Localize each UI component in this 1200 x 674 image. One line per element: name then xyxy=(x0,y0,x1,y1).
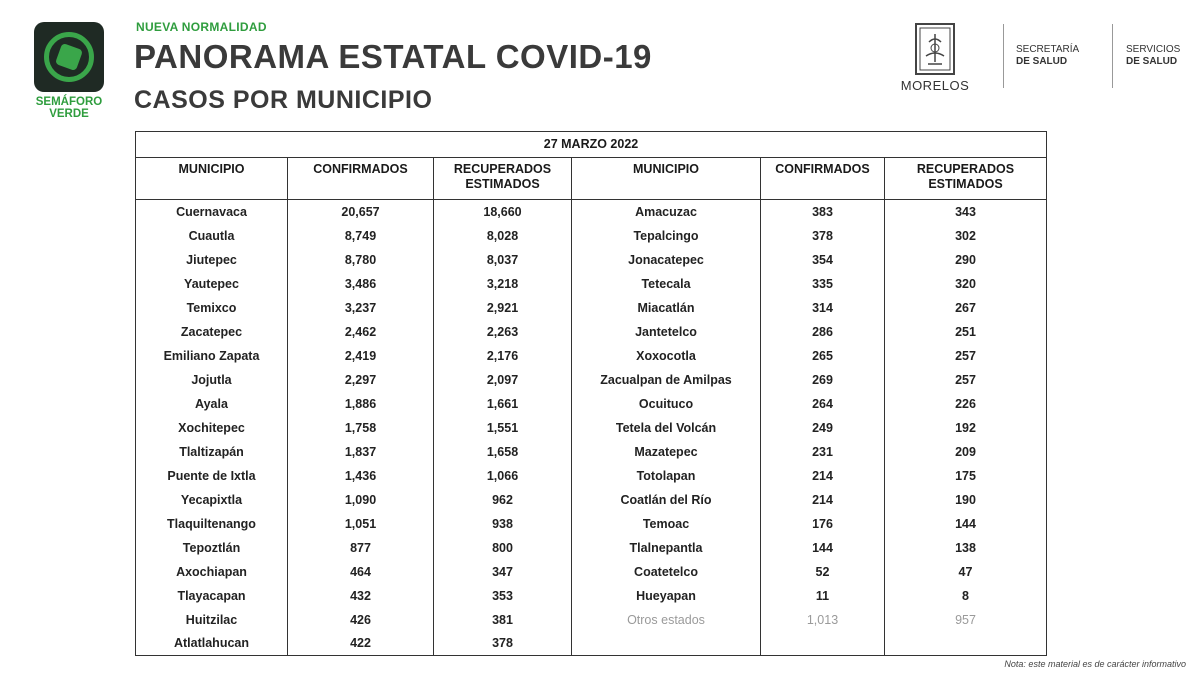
right-confirmados-cell: 269 xyxy=(761,368,885,392)
right-confirmados-cell: 383 xyxy=(761,200,885,224)
left-municipio-cell: Huitzilac xyxy=(136,608,288,632)
right-municipio-cell: Tlalnepantla xyxy=(572,536,761,560)
left-recuperados-cell: 18,660 xyxy=(434,200,572,224)
left-confirmados-cell: 1,051 xyxy=(288,512,434,536)
morelos-logo xyxy=(895,22,975,93)
right-recuperados-cell: 957 xyxy=(885,608,1047,632)
divider xyxy=(1003,24,1004,88)
right-municipio-cell: Totolapan xyxy=(572,464,761,488)
traffic-light-icon xyxy=(34,22,104,92)
left-confirmados-cell: 3,486 xyxy=(288,272,434,296)
left-recuperados-cell: 938 xyxy=(434,512,572,536)
right-recuperados-cell: 343 xyxy=(885,200,1047,224)
left-confirmados-cell: 8,749 xyxy=(288,224,434,248)
right-municipio-cell: Zacualpan de Amilpas xyxy=(572,368,761,392)
table-row xyxy=(136,392,1047,416)
table-row xyxy=(136,608,1047,632)
left-recuperados-cell: 8,028 xyxy=(434,224,572,248)
table-date: 27 MARZO 2022 xyxy=(136,132,1047,158)
right-municipio-cell: Jantetelco xyxy=(572,320,761,344)
right-recuperados-cell: 8 xyxy=(885,584,1047,608)
left-municipio-cell: Jojutla xyxy=(136,368,288,392)
right-confirmados-cell: 11 xyxy=(761,584,885,608)
table-row xyxy=(136,464,1047,488)
header-recuperados: RECUPERADOS ESTIMADOS xyxy=(434,158,572,200)
right-municipio-cell: Miacatlán xyxy=(572,296,761,320)
left-confirmados-cell: 426 xyxy=(288,608,434,632)
left-confirmados-cell: 1,886 xyxy=(288,392,434,416)
right-municipio-cell: Ocuituco xyxy=(572,392,761,416)
right-municipio-cell: Amacuzac xyxy=(572,200,761,224)
left-municipio-cell: Yautepec xyxy=(136,272,288,296)
right-recuperados-cell: 226 xyxy=(885,392,1047,416)
kicker-text: NUEVA NORMALIDAD xyxy=(136,20,267,34)
table-row xyxy=(136,296,1047,320)
left-recuperados-cell: 8,037 xyxy=(434,248,572,272)
left-municipio-cell: Puente de Ixtla xyxy=(136,464,288,488)
right-recuperados-cell xyxy=(885,632,1047,656)
header-recuperados: RECUPERADOS ESTIMADOS xyxy=(885,158,1047,200)
right-recuperados-cell: 175 xyxy=(885,464,1047,488)
right-municipio-cell: Jonacatepec xyxy=(572,248,761,272)
left-confirmados-cell: 2,419 xyxy=(288,344,434,368)
left-recuperados-cell: 1,661 xyxy=(434,392,572,416)
right-recuperados-cell: 190 xyxy=(885,488,1047,512)
table-row xyxy=(136,488,1047,512)
left-confirmados-cell: 422 xyxy=(288,632,434,656)
left-municipio-cell: Tlaltizapán xyxy=(136,440,288,464)
left-municipio-cell: Emiliano Zapata xyxy=(136,344,288,368)
left-recuperados-cell: 2,263 xyxy=(434,320,572,344)
table-row xyxy=(136,200,1047,224)
table-row xyxy=(136,224,1047,248)
left-confirmados-cell: 20,657 xyxy=(288,200,434,224)
right-recuperados-cell: 138 xyxy=(885,536,1047,560)
right-recuperados-cell: 144 xyxy=(885,512,1047,536)
left-confirmados-cell: 877 xyxy=(288,536,434,560)
left-municipio-cell: Zacatepec xyxy=(136,320,288,344)
right-confirmados-cell: 335 xyxy=(761,272,885,296)
servicios-salud-logo xyxy=(1126,44,1180,68)
table-row xyxy=(136,512,1047,536)
right-municipio-cell: Hueyapan xyxy=(572,584,761,608)
dept2-line1: SERVICIOS xyxy=(1126,44,1181,55)
left-municipio-cell: Xochitepec xyxy=(136,416,288,440)
secretaria-salud-logo xyxy=(1016,44,1079,68)
right-municipio-cell: Xoxocotla xyxy=(572,344,761,368)
right-confirmados-cell: 176 xyxy=(761,512,885,536)
left-confirmados-cell: 2,462 xyxy=(288,320,434,344)
header-confirmados: CONFIRMADOS xyxy=(761,158,885,200)
table-row xyxy=(136,344,1047,368)
right-confirmados-cell: 249 xyxy=(761,416,885,440)
dept2-line2: DE SALUD xyxy=(1126,56,1178,67)
semaforo-label xyxy=(34,96,104,120)
left-recuperados-cell: 347 xyxy=(434,560,572,584)
right-recuperados-cell: 257 xyxy=(885,344,1047,368)
left-recuperados-cell: 800 xyxy=(434,536,572,560)
left-confirmados-cell: 2,297 xyxy=(288,368,434,392)
left-recuperados-cell: 2,921 xyxy=(434,296,572,320)
left-recuperados-cell: 1,658 xyxy=(434,440,572,464)
right-recuperados-cell: 290 xyxy=(885,248,1047,272)
page-title: PANORAMA ESTATAL COVID-19 xyxy=(134,38,652,75)
right-municipio-cell: Tepalcingo xyxy=(572,224,761,248)
left-municipio-cell: Cuautla xyxy=(136,224,288,248)
table-row xyxy=(136,584,1047,608)
right-municipio-cell: Tetela del Volcán xyxy=(572,416,761,440)
left-recuperados-cell: 1,066 xyxy=(434,464,572,488)
left-municipio-cell: Tepoztlán xyxy=(136,536,288,560)
right-confirmados-cell: 1,013 xyxy=(761,608,885,632)
left-confirmados-cell: 432 xyxy=(288,584,434,608)
semaforo-line1: SEMÁFORO xyxy=(35,96,103,108)
table-row xyxy=(136,440,1047,464)
right-confirmados-cell: 144 xyxy=(761,536,885,560)
table-row xyxy=(136,320,1047,344)
header-confirmados: CONFIRMADOS xyxy=(288,158,434,200)
left-confirmados-cell: 8,780 xyxy=(288,248,434,272)
table-row xyxy=(136,416,1047,440)
semaforo-line2: VERDE xyxy=(49,108,89,120)
right-confirmados-cell: 286 xyxy=(761,320,885,344)
right-municipio-cell: Temoac xyxy=(572,512,761,536)
left-recuperados-cell: 381 xyxy=(434,608,572,632)
left-confirmados-cell: 464 xyxy=(288,560,434,584)
right-municipio-cell: Otros estados xyxy=(572,608,761,632)
left-confirmados-cell: 1,758 xyxy=(288,416,434,440)
right-recuperados-cell: 302 xyxy=(885,224,1047,248)
right-recuperados-cell: 257 xyxy=(885,368,1047,392)
left-municipio-cell: Tlayacapan xyxy=(136,584,288,608)
right-recuperados-cell: 47 xyxy=(885,560,1047,584)
left-confirmados-cell: 1,837 xyxy=(288,440,434,464)
right-confirmados-cell: 52 xyxy=(761,560,885,584)
right-recuperados-cell: 320 xyxy=(885,272,1047,296)
dept1-line1: SECRETARÍA xyxy=(1016,44,1080,55)
table-row xyxy=(136,560,1047,584)
left-municipio-cell: Yecapixtla xyxy=(136,488,288,512)
right-confirmados-cell: 378 xyxy=(761,224,885,248)
left-municipio-cell: Jiutepec xyxy=(136,248,288,272)
left-municipio-cell: Cuernavaca xyxy=(136,200,288,224)
left-confirmados-cell: 3,237 xyxy=(288,296,434,320)
state-name: MORELOS xyxy=(900,78,970,93)
right-confirmados-cell xyxy=(761,632,885,656)
left-recuperados-cell: 1,551 xyxy=(434,416,572,440)
left-recuperados-cell: 2,097 xyxy=(434,368,572,392)
right-confirmados-cell: 314 xyxy=(761,296,885,320)
divider xyxy=(1112,24,1113,88)
right-municipio-cell xyxy=(572,632,761,656)
header-municipio: MUNICIPIO xyxy=(136,158,288,200)
table-row xyxy=(136,248,1047,272)
right-municipio-cell: Mazatepec xyxy=(572,440,761,464)
right-municipio-cell: Coatetelco xyxy=(572,560,761,584)
footnote: Nota: este material es de carácter informativo xyxy=(1004,659,1186,669)
left-recuperados-cell: 2,176 xyxy=(434,344,572,368)
header-municipio: MUNICIPIO xyxy=(572,158,761,200)
dept1-line2: DE SALUD xyxy=(1016,56,1068,67)
table-row xyxy=(136,632,1047,656)
left-municipio-cell: Ayala xyxy=(136,392,288,416)
cases-table xyxy=(135,131,1047,656)
left-municipio-cell: Temixco xyxy=(136,296,288,320)
right-municipio-cell: Tetecala xyxy=(572,272,761,296)
right-confirmados-cell: 264 xyxy=(761,392,885,416)
right-recuperados-cell: 267 xyxy=(885,296,1047,320)
right-confirmados-cell: 265 xyxy=(761,344,885,368)
right-recuperados-cell: 192 xyxy=(885,416,1047,440)
table-row xyxy=(136,368,1047,392)
table-row xyxy=(136,272,1047,296)
left-municipio-cell: Atlatlahucan xyxy=(136,632,288,656)
right-municipio-cell: Coatlán del Río xyxy=(572,488,761,512)
left-municipio-cell: Axochiapan xyxy=(136,560,288,584)
right-recuperados-cell: 251 xyxy=(885,320,1047,344)
right-confirmados-cell: 214 xyxy=(761,464,885,488)
right-confirmados-cell: 354 xyxy=(761,248,885,272)
morelos-seal-icon xyxy=(914,22,956,76)
right-recuperados-cell: 209 xyxy=(885,440,1047,464)
left-recuperados-cell: 378 xyxy=(434,632,572,656)
left-confirmados-cell: 1,090 xyxy=(288,488,434,512)
right-confirmados-cell: 231 xyxy=(761,440,885,464)
right-confirmados-cell: 214 xyxy=(761,488,885,512)
table-row xyxy=(136,536,1047,560)
left-recuperados-cell: 3,218 xyxy=(434,272,572,296)
left-municipio-cell: Tlaquiltenango xyxy=(136,512,288,536)
left-confirmados-cell: 1,436 xyxy=(288,464,434,488)
semaforo-badge xyxy=(34,22,104,120)
page-subtitle: CASOS POR MUNICIPIO xyxy=(134,86,433,114)
left-recuperados-cell: 353 xyxy=(434,584,572,608)
left-recuperados-cell: 962 xyxy=(434,488,572,512)
